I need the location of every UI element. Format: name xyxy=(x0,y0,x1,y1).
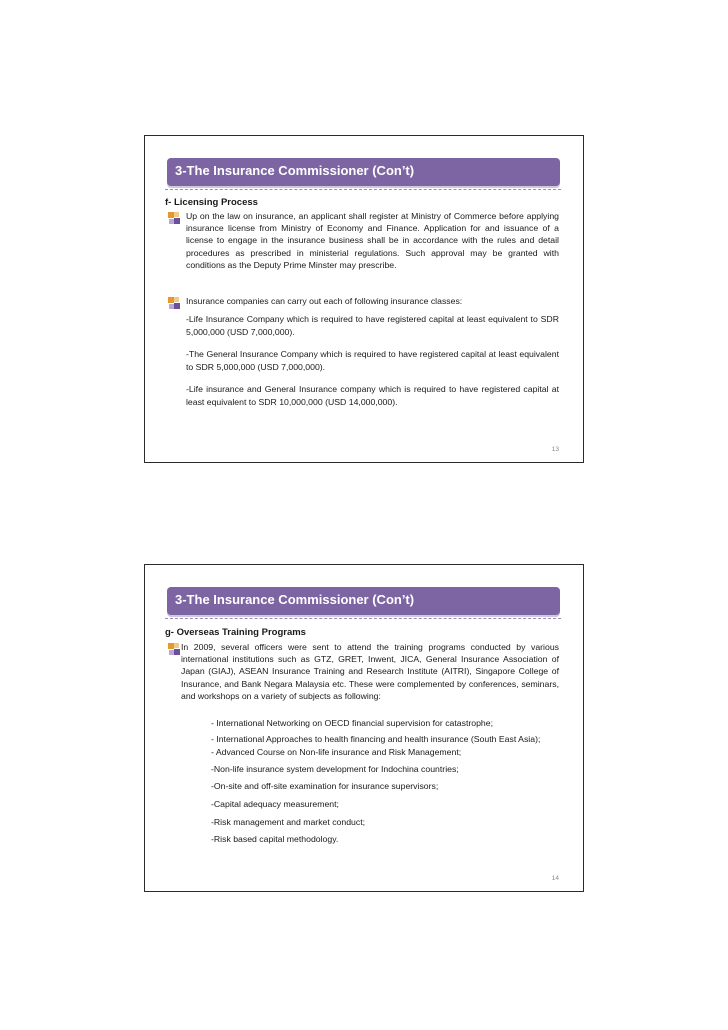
list-item: -The General Insurance Company which is required to have registered capital at least equivalent to SDR 5,000,000 (USD 7,000,000). xyxy=(186,349,559,372)
list-item: -Capital adequacy measurement; xyxy=(211,798,339,809)
list-item: - International Networking on OECD financial supervision for catastrophe; xyxy=(211,718,494,728)
slide-title-bar xyxy=(167,158,560,186)
list-item: -Life insurance and General Insurance company which is required to have registered capital at least equivalent to SDR 10,000,000 (USD 14,000,000). xyxy=(186,384,559,407)
slide-title: 3-The Insurance Commissioner (Con’t) xyxy=(175,592,415,607)
puzzle-bullet-icon xyxy=(167,211,181,225)
title-divider xyxy=(165,189,561,190)
section-heading: f- Licensing Process xyxy=(165,197,258,208)
list-item: -Non-life insurance system development for Indochina countries; xyxy=(211,763,459,774)
slide-title: 3-The Insurance Commissioner (Con’t) xyxy=(175,163,415,178)
list-item: -On-site and off-site examination for insurance supervisors; xyxy=(211,781,439,792)
section-heading: g- Overseas Training Programs xyxy=(165,627,306,638)
list-item: -Life Insurance Company which is required to have registered capital at least equivalent to SDR 5,000,000 (USD 7,000,000). xyxy=(186,314,559,337)
list-item: - Advanced Course on Non-life insurance and Risk Management; xyxy=(211,747,462,758)
slide-title-bar xyxy=(167,587,560,615)
list-item: -Risk based capital methodology. xyxy=(211,834,339,845)
paragraph-licensing: Up on the law on insurance, an applicant shall register at Ministry of Commerce before applying insurance license from Ministry of Economy and Finance. Application for and issuance of a license to engage in the insurance business shall be in accordance with the rules and detail procedures as prescribed in ministerial regulations. Such approval may be granted with conditions as the Deputy Prime Minster may prescribe. xyxy=(186,211,559,270)
page-number: 13 xyxy=(551,446,559,453)
paragraph-training: In 2009, several officers were sent to attend the training programs conducted by various international institutions such as GTZ, GRET, Inwent, JICA, General Insurance Association of Japan (GIAJ), ASEAN Insurance Training and Research Institute (AITRI), Singapore College of Insurance, and Bank Negara Malaysia etc. These were complemented by conferences, seminars, and workshops on a variety of subjects as following: xyxy=(181,642,559,701)
puzzle-bullet-icon xyxy=(167,296,181,310)
title-divider xyxy=(165,618,561,619)
slide-13 xyxy=(144,135,584,463)
puzzle-bullet-icon xyxy=(167,642,181,656)
page-number: 14 xyxy=(551,875,559,882)
list-item: - International Approaches to health financing and health insurance (South East Asia); xyxy=(211,733,541,744)
training-list xyxy=(211,718,556,846)
paragraph-classes: Insurance companies can carry out each of following insurance classes: xyxy=(186,296,463,306)
slide-14 xyxy=(144,564,584,892)
list-item: -Risk management and market conduct; xyxy=(211,816,366,827)
